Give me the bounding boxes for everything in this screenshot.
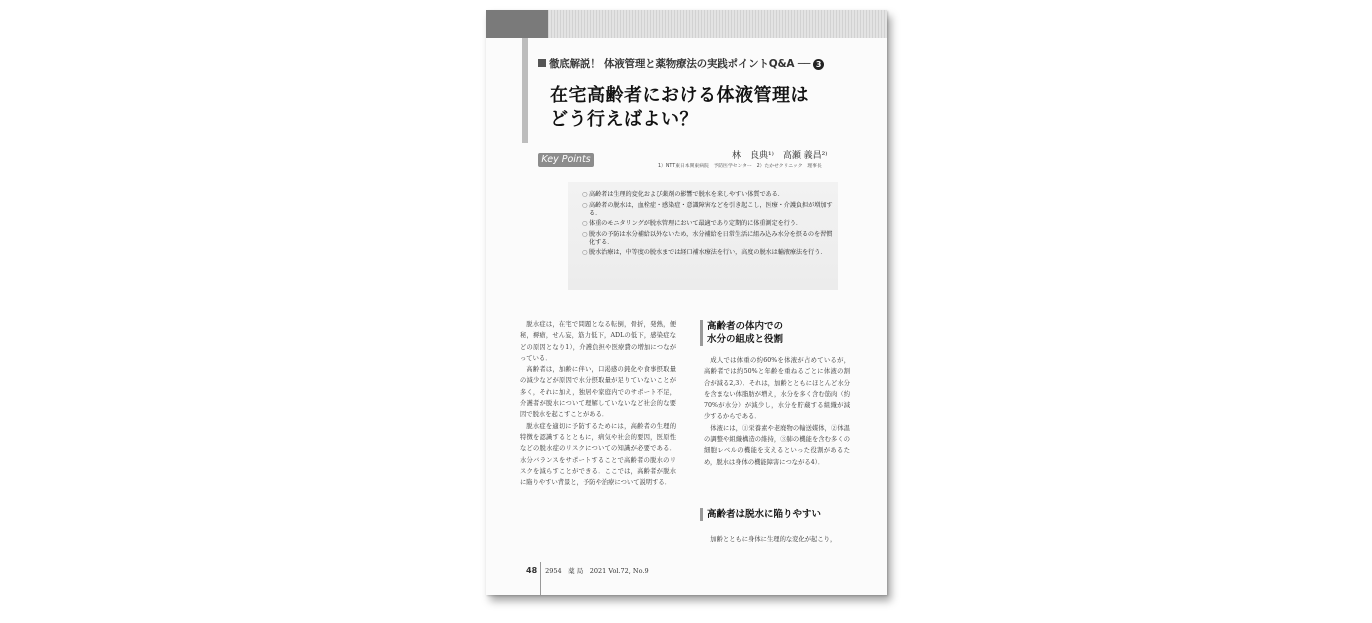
title-line-2: どう行えばよい？ <box>550 109 698 130</box>
title-accent-bar <box>522 38 528 143</box>
key-point-item: ○ 脱水の予防は水分補給以外ないため，水分補給を日常生活に組み込み水分を摂るのを習慣化する． <box>582 230 833 246</box>
circle-bullet-icon: ○ <box>582 191 588 198</box>
header-striped-bar <box>548 10 887 38</box>
key-points-list <box>582 191 838 260</box>
key-point-item: ○ 高齢者は生理的変化および薬剤の影響で脱水を来しやすい体質である． <box>582 191 784 198</box>
circle-bullet-icon: ○ <box>582 201 588 209</box>
header-gray-block <box>486 10 548 38</box>
authors: 林 良典¹⁾ 高瀬 義昌²⁾ <box>732 151 828 161</box>
left-column-body <box>520 319 676 488</box>
title-line-1: 在宅高齢者における体液管理は <box>550 85 809 106</box>
page-number: 48 <box>526 566 538 575</box>
circle-bullet-icon: ○ <box>582 230 588 238</box>
right-column-tail <box>704 534 850 545</box>
affiliation: 1）NTT東日本関東病院 予防医学センター 2）たかせクリニック 理事長 <box>658 164 822 169</box>
series-number: 3 <box>813 59 824 70</box>
document-page <box>486 10 887 595</box>
body-paragraph: 脱水症は，在宅で問題となる転倒，骨折，発熱，便秘，褥瘡，せん妄，筋力低下，ADLの低下，感染症などの原因となり1），介護負担や医療費の増加につながっている． <box>520 321 676 362</box>
journal-info: 2954 薬 局 2021 Vol.72, No.9 <box>545 567 649 575</box>
section-heading-composition: 高齢者の体内での 水分の組成と役割 <box>700 320 783 346</box>
series-label: 徹底解説！ 体液管理と薬物療法の実践ポイントQ&A ── <box>549 58 811 70</box>
circle-bullet-icon: ○ <box>582 249 588 256</box>
square-bullet-icon <box>538 59 546 67</box>
page-footer <box>526 566 649 575</box>
key-point-item: ○ 体重のモニタリングが脱水管理において最適であり定期的に体重測定を行う． <box>582 220 802 227</box>
article-title <box>550 84 809 132</box>
key-point-item: ○ 高齢者の脱水は，血栓症・感染症・意識障害などを引き起こし，医療・介護負担が増加する． <box>582 201 833 217</box>
right-column-body <box>704 355 850 468</box>
circle-bullet-icon: ○ <box>582 220 588 227</box>
body-paragraph: 高齢者は，加齢に伴い，口渇感の鈍化や食事摂取量の減少などが原因で水分摂取量が足りていないことが多く，それに加え，独居や家庭内でのサポート不足，介護者が脱水について理解していないなど社会的な要因で脱水を起こすことがある． <box>520 366 676 419</box>
series-heading <box>538 56 824 71</box>
key-points-badge: Key Points <box>538 153 594 167</box>
body-paragraph: 加齢とともに身体に生理的な変化が起こり， <box>710 536 837 543</box>
key-point-item: ○ 脱水治療は，中等度の脱水までは経口補水療法を行い，高度の脱水は輸液療法を行う． <box>582 249 827 256</box>
section-heading-dehydration: 高齢者は脱水に陥りやすい <box>700 508 821 521</box>
body-paragraph: 体液には，①栄養素や老廃物の輸送媒体，②体温の調整や組織構造の維持，③肺の機能を含む多くの細胞レベルの機能を支えるといった役割があるため，脱水は身体の機能障害につながる4）． <box>704 424 850 466</box>
body-paragraph: 脱水症を適切に予防するためには，高齢者の生理的特徴を認識するとともに，病気や社会的要因，医原性などの脱水症のリスクについての知識が必要である．水分バランスをサポートすることで高齢者の脱水のリスクを減らすことができる．ここでは，高齢者が脱水に陥りやすい背景と，予防や治療について説明する． <box>520 422 676 487</box>
body-paragraph: 成人では体重の約60%を体液が占めているが，高齢者では約50%と年齢を重ねるごとに体液の割合が減る2,3）．それは，加齢とともにほとんど水分を含まない体脂肪が増え，水分を多く含む筋肉（約70%が水分）が減少し，水分を貯蔵する組織が減少するからである． <box>704 357 850 421</box>
